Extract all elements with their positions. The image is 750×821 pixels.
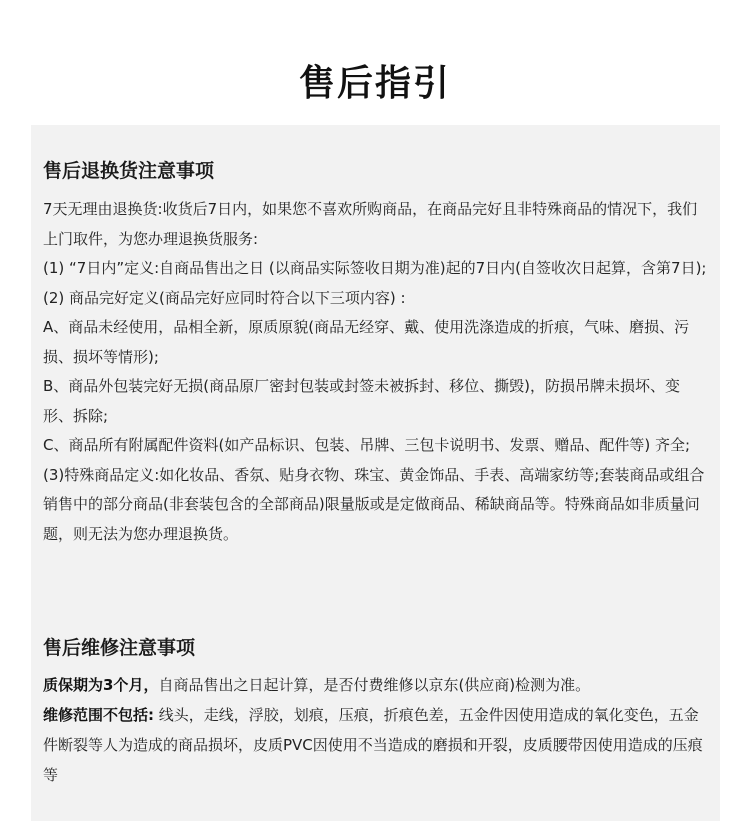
returns-rule-2c: C、商品所有附属配件资料(如产品标识、包装、吊牌、三包卡说明书、发票、赠品、配件等) 齐全; (43, 436, 691, 454)
warranty-paragraph (43, 670, 707, 700)
returns-rule-3: (3)特殊商品定义:如化妆品、香氛、贴身衣物、珠宝、黄金饰品、手表、高端家纺等;套装商品或组合销售中的部分商品(非套装包含的全部商品)限量版或是定做商品、稀缺商品等。特殊商品如非质量问题，则无法为您办理退换货。 (43, 465, 705, 543)
returns-heading: 售后退换货注意事项 (43, 160, 215, 182)
returns-body (43, 195, 707, 549)
returns-rule-2: (2) 商品完好定义(商品完好应同时符合以下三项内容) : (43, 288, 406, 307)
returns-rule-2b: B、商品外包装完好无损(商品原厂密封包装或封签未被拆封、移位、撕毁)，防损吊牌未损坏、变形、拆除; (43, 377, 680, 425)
returns-rule-2a: A、商品未经使用，品相全新，原质原貌(商品无经穿、戴、使用洗涤造成的折痕，气味、磨损、污损、损坏等情形); (43, 318, 690, 366)
returns-intro: 7天无理由退换货:收货后7日内，如果您不喜欢所购商品，在商品完好且非特殊商品的情况下，我们上门取件，为您办理退换货服务: (43, 200, 698, 248)
exclusion-label: 维修范围不包括: (43, 706, 154, 724)
page-title: 售后指引 (298, 63, 451, 104)
returns-rule-1: (1) “7日内”定义:自商品售出之日 (以商品实际签收日期为准)起的7日内(自签收次日起算，含第7日); (43, 259, 707, 277)
warranty-text: 自商品售出之日起计算，是否付费维修以京东(供应商)检测为准。 (158, 676, 591, 694)
repair-heading: 售后维修注意事项 (43, 637, 196, 659)
warranty-label: 质保期为3个月， (43, 676, 159, 694)
exclusion-text: 线头，走线，浮胶，划痕，压痕，折痕色差，五金件因使用造成的氧化变色，五金件断裂等人为造成的商品损坏，皮质PVC因使用不当造成的磨损和开裂，皮质腰带因使用造成的压痕等 (43, 706, 703, 784)
exclusion-paragraph (43, 700, 707, 790)
repair-body (43, 670, 707, 790)
